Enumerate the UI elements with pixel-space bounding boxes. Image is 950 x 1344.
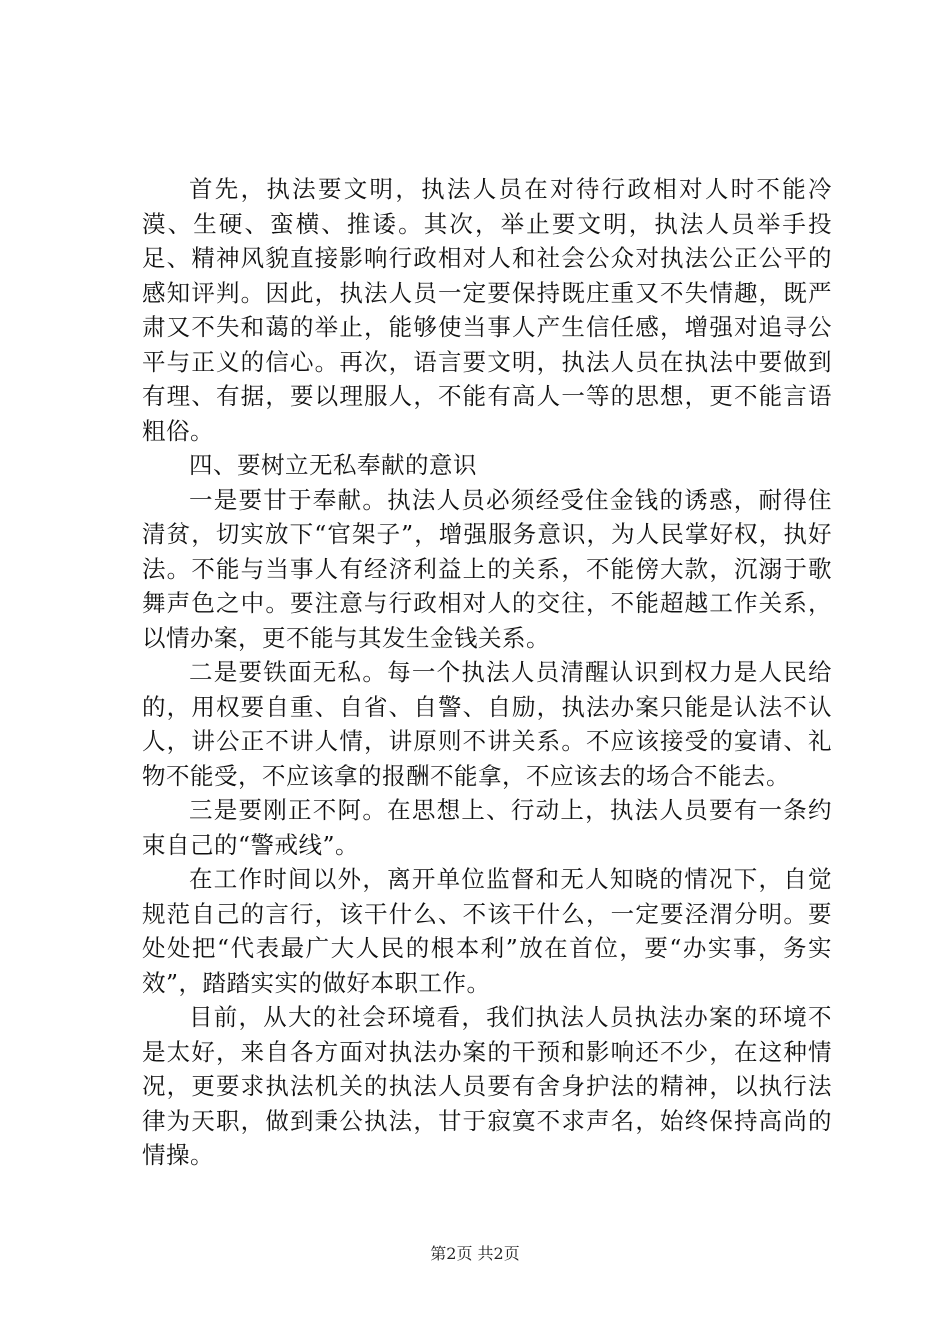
section-heading-selfless-dedication: 四、要树立无私奉献的意识 [189,451,477,479]
page-number-footer: 第2页 共2页 [430,1244,520,1263]
paragraph-current-environment: 目前，从大的社会环境看，我们执法人员执法办案的环境不是太好，来自各方面对执法办案的干预和影响还不少，在这种情况，更要求执法机关的执法人员要有舍身护法的精神，以执行法律为天职，做到秉公执法，甘于寂寞不求声名，始终保持高尚的情操。 [142,1003,832,1169]
paragraph-self-discipline: 在工作时间以外，离开单位监督和无人知晓的情况下，自觉规范自己的言行，该干什么、不该干什么，一定要泾渭分明。要处处把“代表最广大人民的根本利”放在首位，要“办实事，务实效”，踏踏实实的做好本职工作。 [142,865,832,997]
paragraph-upright: 三是要刚正不阿。在思想上、行动上，执法人员要有一条约束自己的“警戒线”。 [142,796,832,859]
document-body [142,172,832,1173]
paragraph-impartial: 二是要铁面无私。每一个执法人员清醒认识到权力是人民给的，用权要自重、自省、自警、自励，执法办案只能是认法不认人，讲公正不讲人情，讲原则不讲关系。不应该接受的宴请、礼物不能受，不应该拿的报酬不能拿，不应该去的场合不能去。 [142,658,832,790]
paragraph-civility: 首先，执法要文明，执法人员在对待行政相对人时不能冷漠、生硬、蛮横、推诿。其次，举止要文明，执法人员举手投足、精神风貌直接影响行政相对人和社会公众对执法公正公平的感知评判。因此，执法人员一定要保持既庄重又不失情趣，既严肃又不失和蔼的举止，能够使当事人产生信任感，增强对追寻公平与正义的信心。再次，语言要文明，执法人员在执法中要做到有理、有据，要以理服人，不能有高人一等的思想，更不能言语粗俗。 [142,175,832,445]
paragraph-willing-to-dedicate: 一是要甘于奉献。执法人员必须经受住金钱的诱惑，耐得住清贫，切实放下“官架子”，增强服务意识，为人民掌好权，执好法。不能与当事人有经济利益上的关系，不能傍大款，沉溺于歌舞声色之中。要注意与行政相对人的交往，不能超越工作关系，以情办案，更不能与其发生金钱关系。 [142,485,832,652]
